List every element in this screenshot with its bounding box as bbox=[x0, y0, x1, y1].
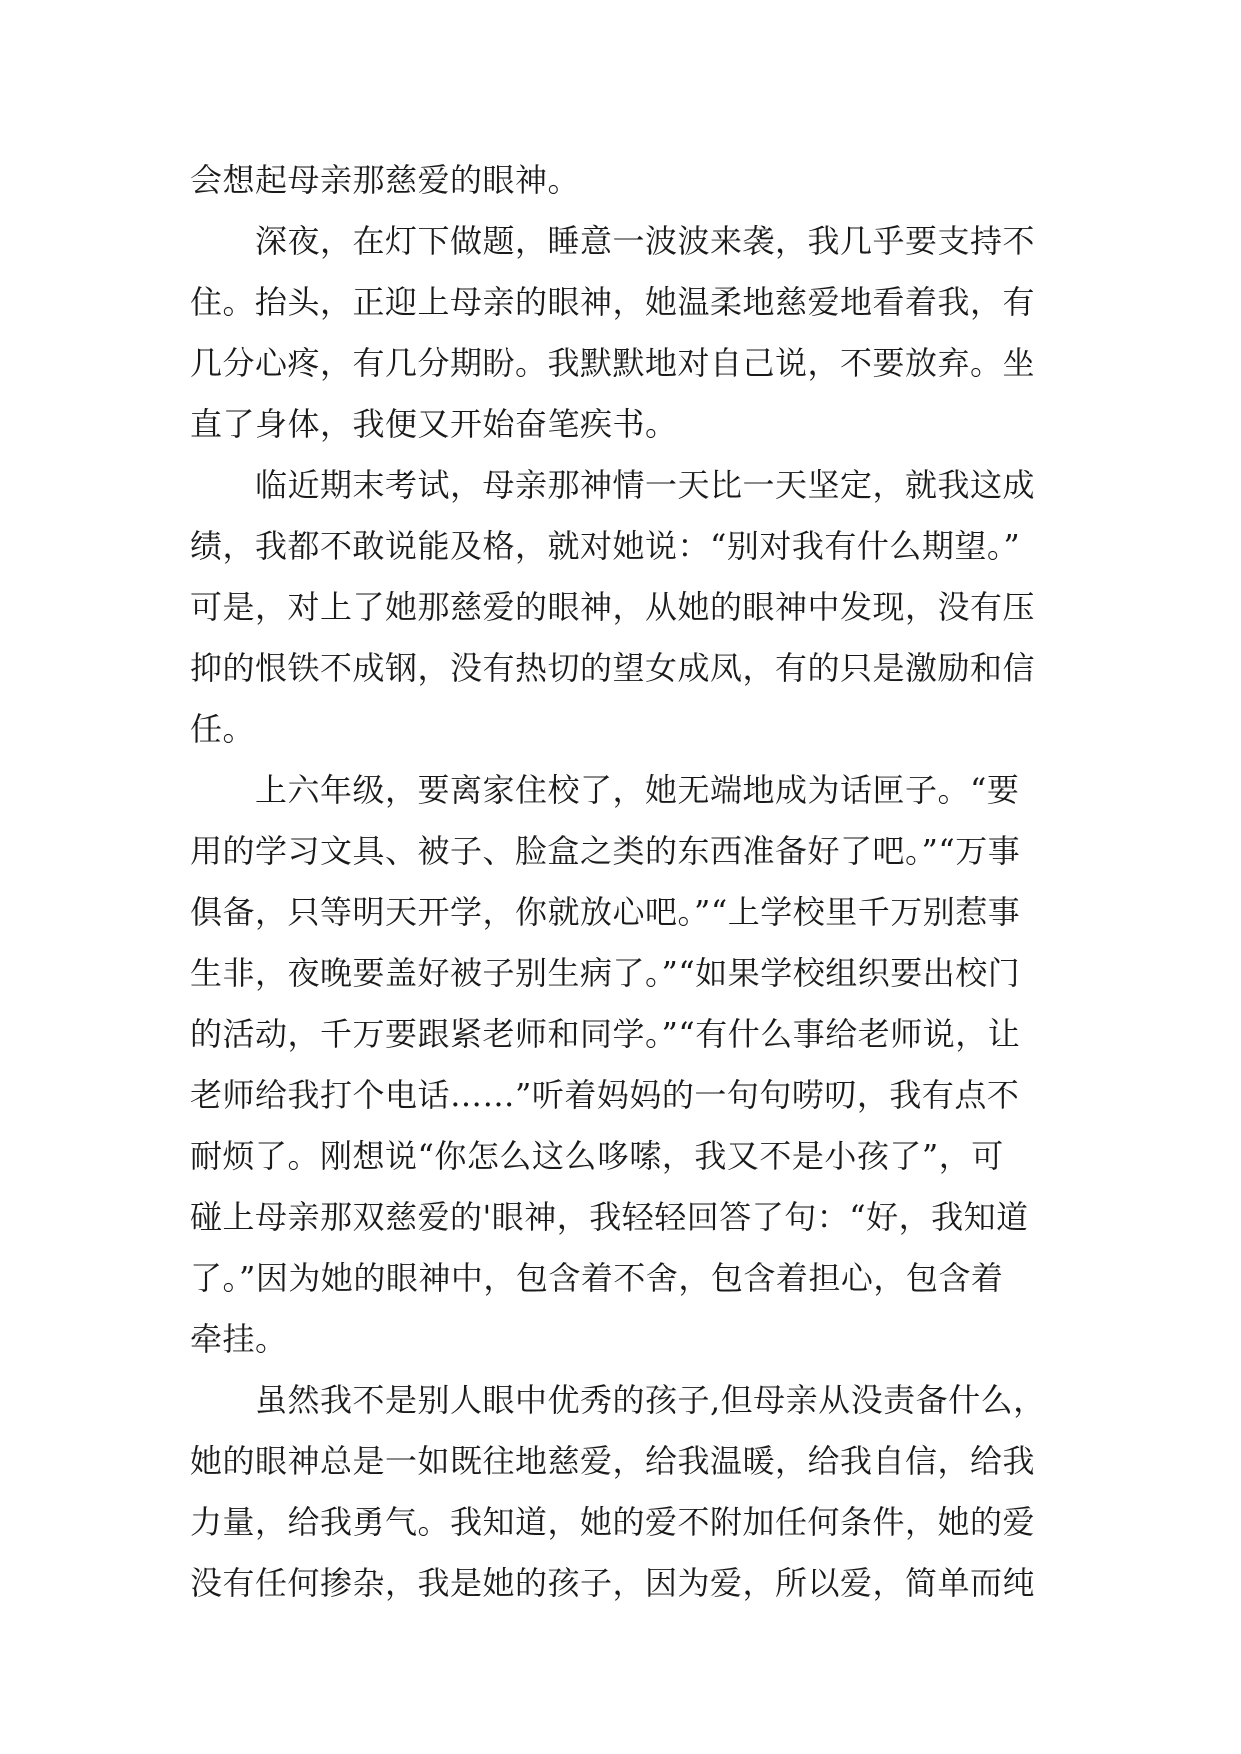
text-line: 碰上母亲那双慈爱的'眼神，我轻轻回答了句：“好，我知道 bbox=[190, 1198, 1029, 1236]
text-line: 俱备，只等明天开学，你就放心吧。”“上学校里千万别惹事 bbox=[190, 893, 1021, 931]
text-line: 牵挂。 bbox=[190, 1320, 288, 1358]
paragraph-start-line: 深夜，在灯下做题，睡意一波波来袭，我几乎要支持不 bbox=[255, 222, 1036, 260]
text-line: 抑的恨铁不成钢，没有热切的望女成凤，有的只是激励和信 bbox=[190, 649, 1036, 687]
paragraph-start-line: 虽然我不是别人眼中优秀的孩子,但母亲从没责备什么， bbox=[255, 1381, 1046, 1419]
text-line: 任。 bbox=[190, 710, 256, 748]
text-line: 住。抬头，正迎上母亲的眼神，她温柔地慈爱地看着我，有 bbox=[190, 283, 1036, 321]
text-line: 直了身体，我便又开始奋笔疾书。 bbox=[190, 405, 678, 443]
text-line: 会想起母亲那慈爱的眼神。 bbox=[190, 161, 581, 199]
text-line: 耐烦了。刚想说“你怎么这么哆嗦，我又不是小孩了”，可 bbox=[190, 1137, 1004, 1175]
text-line: 力量，给我勇气。我知道，她的爱不附加任何条件，她的爱 bbox=[190, 1503, 1036, 1541]
paragraph-start-line: 上六年级，要离家住校了，她无端地成为话匣子。“要 bbox=[255, 771, 1020, 809]
text-line: 几分心疼，有几分期盼。我默默地对自己说，不要放弃。坐 bbox=[190, 344, 1036, 382]
text-line: 没有任何掺杂，我是她的孩子，因为爱，所以爱，简单而纯 bbox=[190, 1564, 1036, 1602]
text-line: 她的眼神总是一如既往地慈爱，给我温暖，给我自信，给我 bbox=[190, 1442, 1036, 1480]
text-line: 用的学习文具、被子、脸盒之类的东西准备好了吧。”“万事 bbox=[190, 832, 1021, 870]
text-line: 的活动，千万要跟紧老师和同学。”“有什么事给老师说，让 bbox=[190, 1015, 1021, 1053]
text-line: 可是，对上了她那慈爱的眼神，从她的眼神中发现，没有压 bbox=[190, 588, 1036, 626]
text-line: 绩，我都不敢说能及格，就对她说：“别对我有什么期望。” bbox=[190, 527, 1021, 565]
text-line: 生非，夜晚要盖好被子别生病了。”“如果学校组织要出校门 bbox=[190, 954, 1021, 992]
text-line: 了。”因为她的眼神中，包含着不舍，包含着担心，包含着 bbox=[190, 1259, 1004, 1297]
text-line: 老师给我打个电话……”听着妈妈的一句句唠叨，我有点不 bbox=[190, 1076, 1020, 1114]
paragraph-start-line: 临近期末考试，母亲那神情一天比一天坚定，就我这成 bbox=[255, 466, 1036, 504]
